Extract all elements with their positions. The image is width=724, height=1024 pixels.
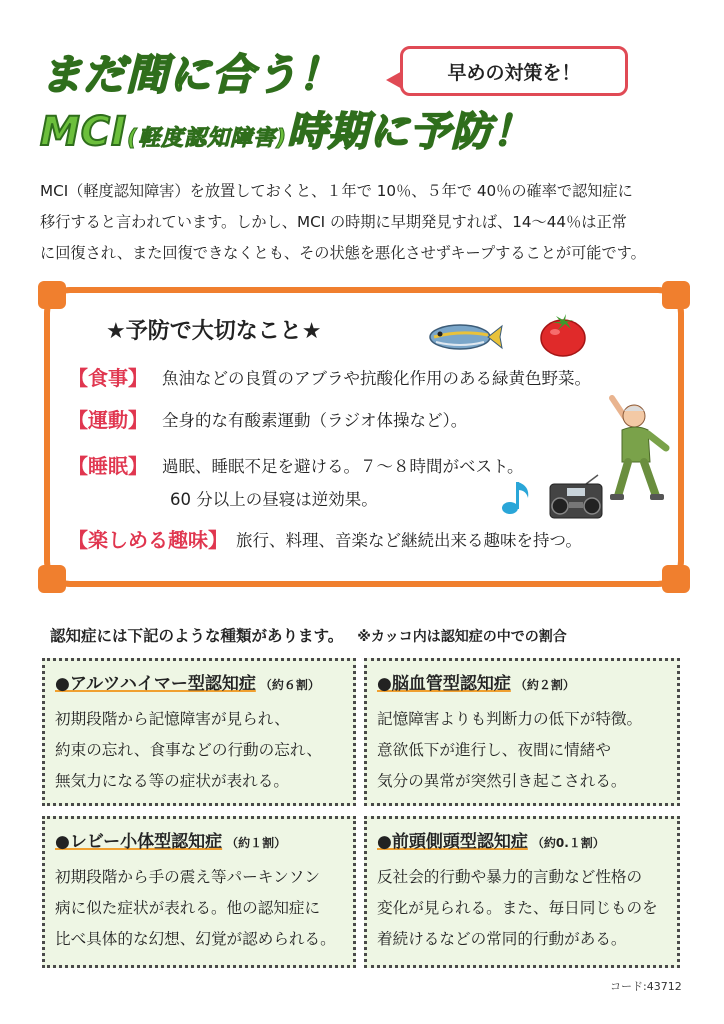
card-body xyxy=(377,704,667,797)
card-ratio: （約0.１割） xyxy=(531,836,605,850)
card-line: 着続けるなどの常同的行動がある。 xyxy=(377,930,627,948)
card-ratio: （約６割） xyxy=(259,678,320,692)
prevention-item-hobby xyxy=(68,524,582,553)
card-title xyxy=(377,669,667,694)
card-line: 記憶障害よりも判断力の低下が特徴。 xyxy=(377,710,643,728)
prevention-tag: 【睡眠】 xyxy=(68,454,148,478)
title-paren: (軽度認知障害) xyxy=(127,126,288,151)
types-intro xyxy=(50,624,567,646)
document-code: コード:43712 xyxy=(610,980,682,993)
card-line: 初期段階から記憶障害が見られ、 xyxy=(55,710,290,728)
box-corner xyxy=(662,281,690,309)
card-ratio: （約２割） xyxy=(514,678,575,692)
radio-illustration xyxy=(548,474,604,520)
prevention-tag: 【食事】 xyxy=(68,366,148,390)
card-title xyxy=(55,827,343,852)
prevention-item-diet xyxy=(68,362,591,391)
prevention-heading: ★予防で大切なこと★ xyxy=(106,319,322,344)
card-name: ●前頭側頭型認知症 xyxy=(377,832,528,852)
callout-bubble xyxy=(400,46,628,96)
prevention-text: 旅行、料理、音楽など継続出来る趣味を持つ。 xyxy=(236,530,582,550)
card-line: 意欲低下が進行し、夜間に情緒や xyxy=(377,741,611,759)
title-suffix: 時期に予防！ xyxy=(287,109,534,155)
card-line: 変化が見られる。また、毎日同じものを xyxy=(377,899,658,917)
prevention-tag: 【楽しめる趣味】 xyxy=(68,528,228,552)
title-mci: MCI xyxy=(40,109,128,155)
intro-line: に回復され、また回復できなくとも、その状態を悪化させずキープすることが可能です。 xyxy=(40,244,646,262)
box-corner xyxy=(38,565,66,593)
intro-paragraph xyxy=(40,176,700,269)
types-note: ※カッコ内は認知症の中での割合 xyxy=(357,629,567,645)
card-body xyxy=(377,862,667,955)
card-lewy xyxy=(42,816,356,968)
types-intro-text: 認知症には下記のような種類があります。 xyxy=(50,627,344,645)
card-body xyxy=(55,704,343,797)
intro-line: MCI（軽度認知障害）を放置しておくと、１年で 10％、５年で 40％の確率で認知症に xyxy=(40,182,633,200)
tomato-illustration xyxy=(538,310,588,358)
callout-text: 早めの対策を！ xyxy=(447,61,581,84)
card-line: 約束の忘れ、食事などの行動の忘れ、 xyxy=(55,741,322,759)
card-title xyxy=(55,669,343,694)
prevention-item-sleep xyxy=(68,450,524,479)
card-name: ●アルツハイマー型認知症 xyxy=(55,674,256,694)
box-corner xyxy=(662,565,690,593)
card-line: 比べ具体的な幻想、幻覚が認められる。 xyxy=(55,930,336,948)
card-vascular xyxy=(364,658,680,806)
card-line: 反社会的行動や暴力的言動など性格の xyxy=(377,868,643,886)
card-ratio: （約１割） xyxy=(226,836,287,850)
card-title xyxy=(377,827,667,852)
prevention-sleep-extra: 60 分以上の昼寝は逆効果。 xyxy=(170,490,378,509)
card-alzheimer xyxy=(42,658,356,806)
card-body xyxy=(55,862,343,955)
prevention-tag: 【運動】 xyxy=(68,408,148,432)
card-line: 無気力になる等の症状が表れる。 xyxy=(55,772,289,790)
prevention-text: 魚油などの良質のアブラや抗酸化作用のある緑黄色野菜。 xyxy=(162,368,591,388)
prevention-text: 全身的な有酸素運動（ラジオ体操など）。 xyxy=(162,410,468,430)
card-name: ●レビー小体型認知症 xyxy=(55,832,223,852)
card-line: 病に似た症状が表れる。他の認知症に xyxy=(55,899,321,917)
exercising-elder-illustration xyxy=(598,392,674,504)
card-line: 気分の異常が突然引き起こされる。 xyxy=(377,772,627,790)
music-note-icon xyxy=(500,478,534,516)
card-name: ●脳血管型認知症 xyxy=(377,674,511,694)
prevention-text: 過眠、睡眠不足を避ける。７～８時間がベスト。 xyxy=(162,456,524,476)
card-frontotemporal xyxy=(364,816,680,968)
title-line-1: まだ間に合う！ xyxy=(40,50,342,99)
title-line-2 xyxy=(40,100,533,157)
intro-line: 移行すると言われています。しかし、MCI の時期に早期発見すれば、14～44％は正常 xyxy=(40,213,627,231)
fish-illustration xyxy=(424,318,504,356)
card-line: 初期段階から手の震え等パーキンソン xyxy=(55,868,320,886)
prevention-item-exercise xyxy=(68,404,467,433)
box-corner xyxy=(38,281,66,309)
